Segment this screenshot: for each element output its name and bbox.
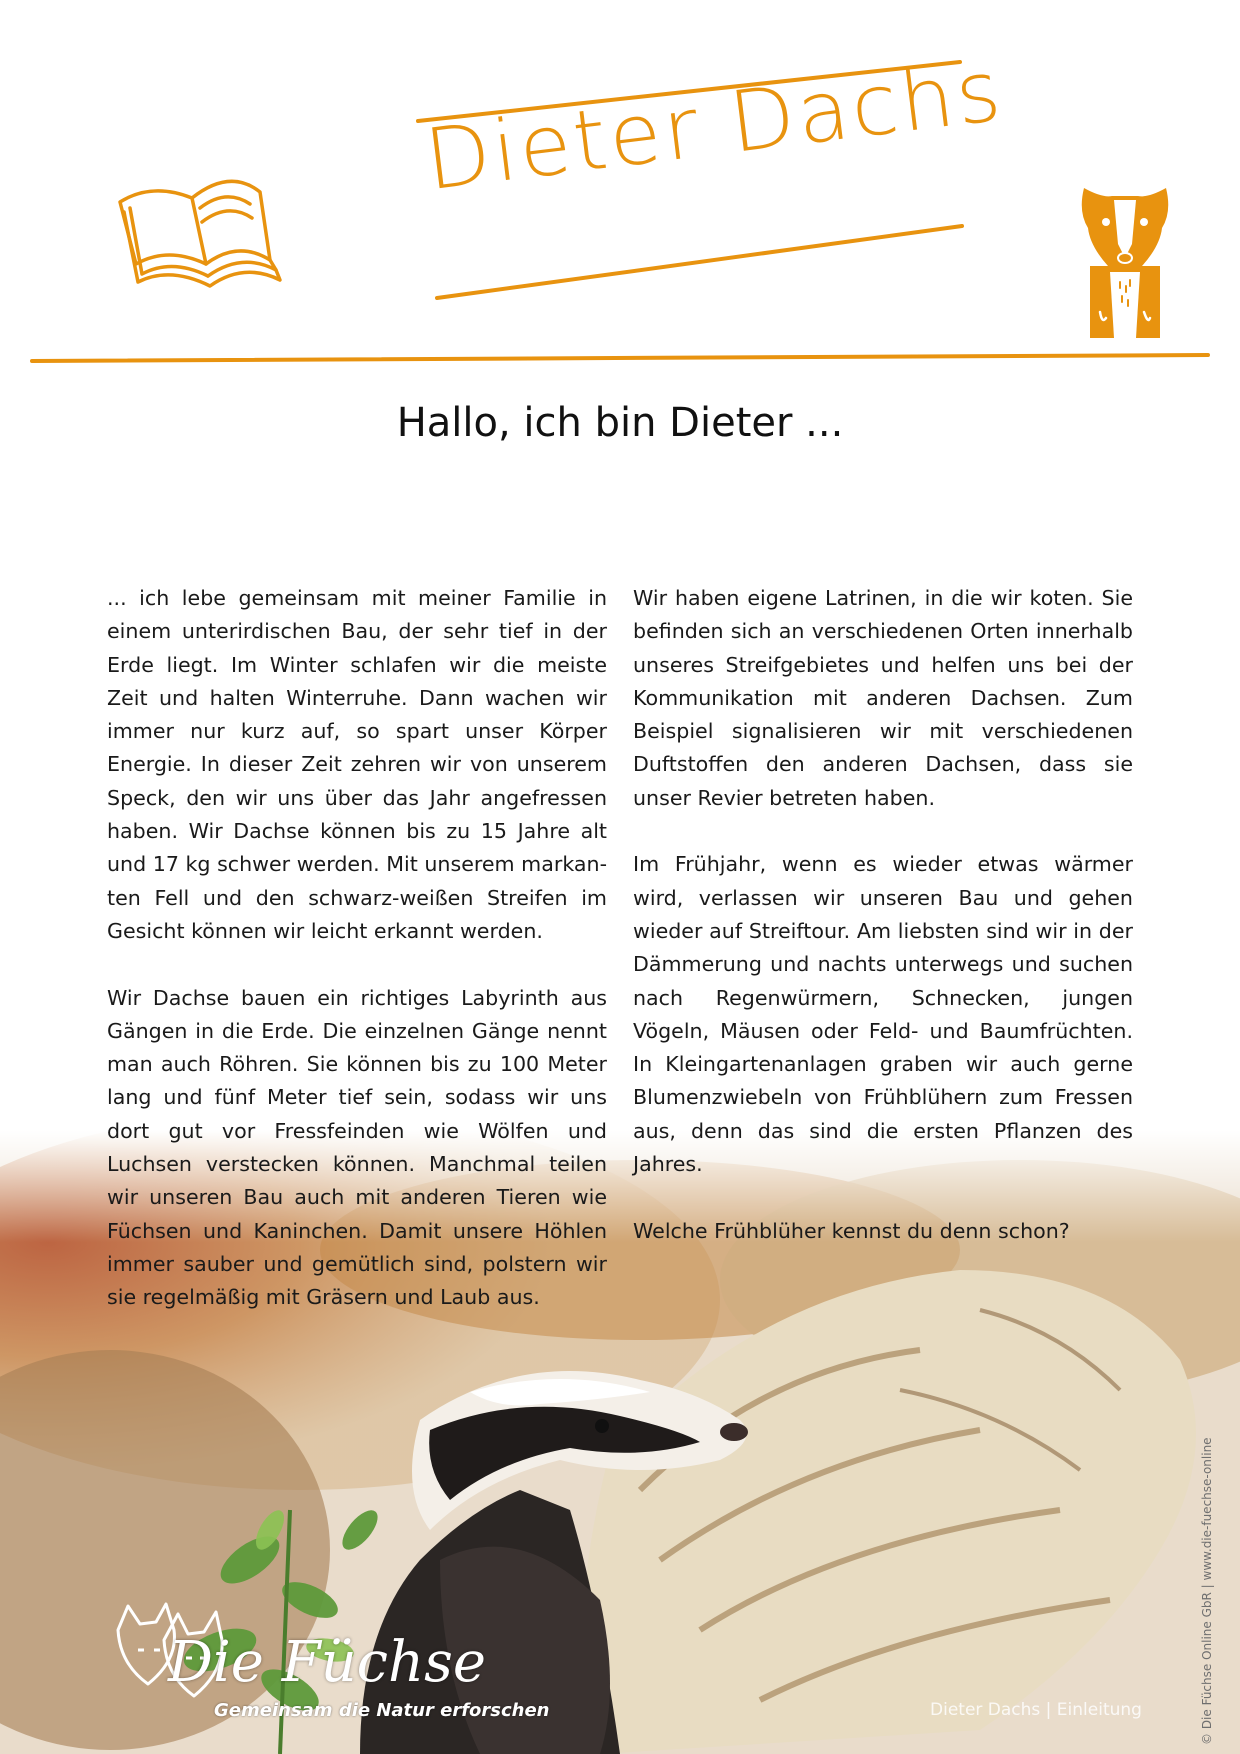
text-column-right bbox=[633, 582, 1133, 1281]
header-divider bbox=[32, 355, 1208, 361]
badger-icon bbox=[1078, 182, 1172, 342]
paragraph: Im Frühjahr, wenn es wieder etwas wärmer wird, verlassen wir unseren Bau und gehen wieder auf Streiftour. Am liebsten sind wir in der Dämmerung und nachts unterwegs und suchen nach Regenwürmern, Schnecken, jungen Vögeln, Mäusen oder Feld- und Baumfrüchten. In Kleingartenanlagen graben wir auch gerne Blumenzwiebeln von Frühblühern zum Fressen aus, denn das sind die ersten Pflanzen des Jahres. bbox=[633, 852, 1133, 1177]
text-column-left bbox=[107, 582, 607, 1348]
logo-tagline: Gemeinsam die Natur erforschen bbox=[214, 1700, 550, 1721]
paragraph: ... ich lebe gemeinsam mit meiner Familie in einem unterirdischen Bau, der sehr tief in der Erde liegt. Im Winter schlafen wir die meiste Zeit und halten Winterruhe. Dann wachen wir immer nur kurz auf, so spart unser Körper Energie. In dieser Zeit zehren wir von unserem Speck, den wir uns über das Jahr angefressen haben. Wir Dachse können bis zu 15 Jahre alt und 17 kg schwer werden. Mit unserem markanten Fell und den schwarz-weißen Streifen im Gesicht können wir leicht erkannt werden. bbox=[107, 586, 607, 943]
open-book-icon bbox=[112, 148, 292, 294]
title-bottom-underline bbox=[437, 226, 962, 298]
footer-breadcrumb: Dieter Dachs | Einleitung bbox=[930, 1700, 1142, 1720]
copyright-notice: © Die Füchse Online GbR | www.die-fuechse-online bbox=[1200, 1437, 1214, 1745]
page-subtitle: Hallo, ich bin Dieter ... bbox=[396, 400, 844, 446]
paragraph: Wir haben eigene Latrinen, in die wir koten. Sie befinden sich an verschiedenen Orten innerhalb unseres Streifgebietes und helfen uns bei der Kommunikation mit anderen Dachsen. Zum Beispiel signalisieren wir mit verschiedenen Duftstoffen den anderen Dachsen, dass sie unser Revier betreten haben. bbox=[633, 586, 1133, 810]
page-title: Dieter Dachs bbox=[420, 41, 1009, 210]
paragraph: Wir Dachse bauen ein richtiges Labyrinth aus Gängen in die Erde. Die einzelnen Gänge nennt man auch Röhren. Sie können bis zu 100 Meter lang und fünf Meter tief sein, sodass wir uns dort gut vor Fressfeinden wie Wölfen und Luchsen verstecken können. Manchmal teilen wir unseren Bau auch mit anderen Tieren wie Füchsen und Kaninchen. Damit unsere Höhlen immer sauber und gemütlich sind, polstern wir sie regelmäßig mit Gräsern und Laub aus. bbox=[107, 985, 607, 1310]
logo-wordmark: Die Füchse bbox=[168, 1630, 486, 1695]
paragraph: Welche Frühblüher kennst du denn schon? bbox=[633, 1218, 1070, 1243]
